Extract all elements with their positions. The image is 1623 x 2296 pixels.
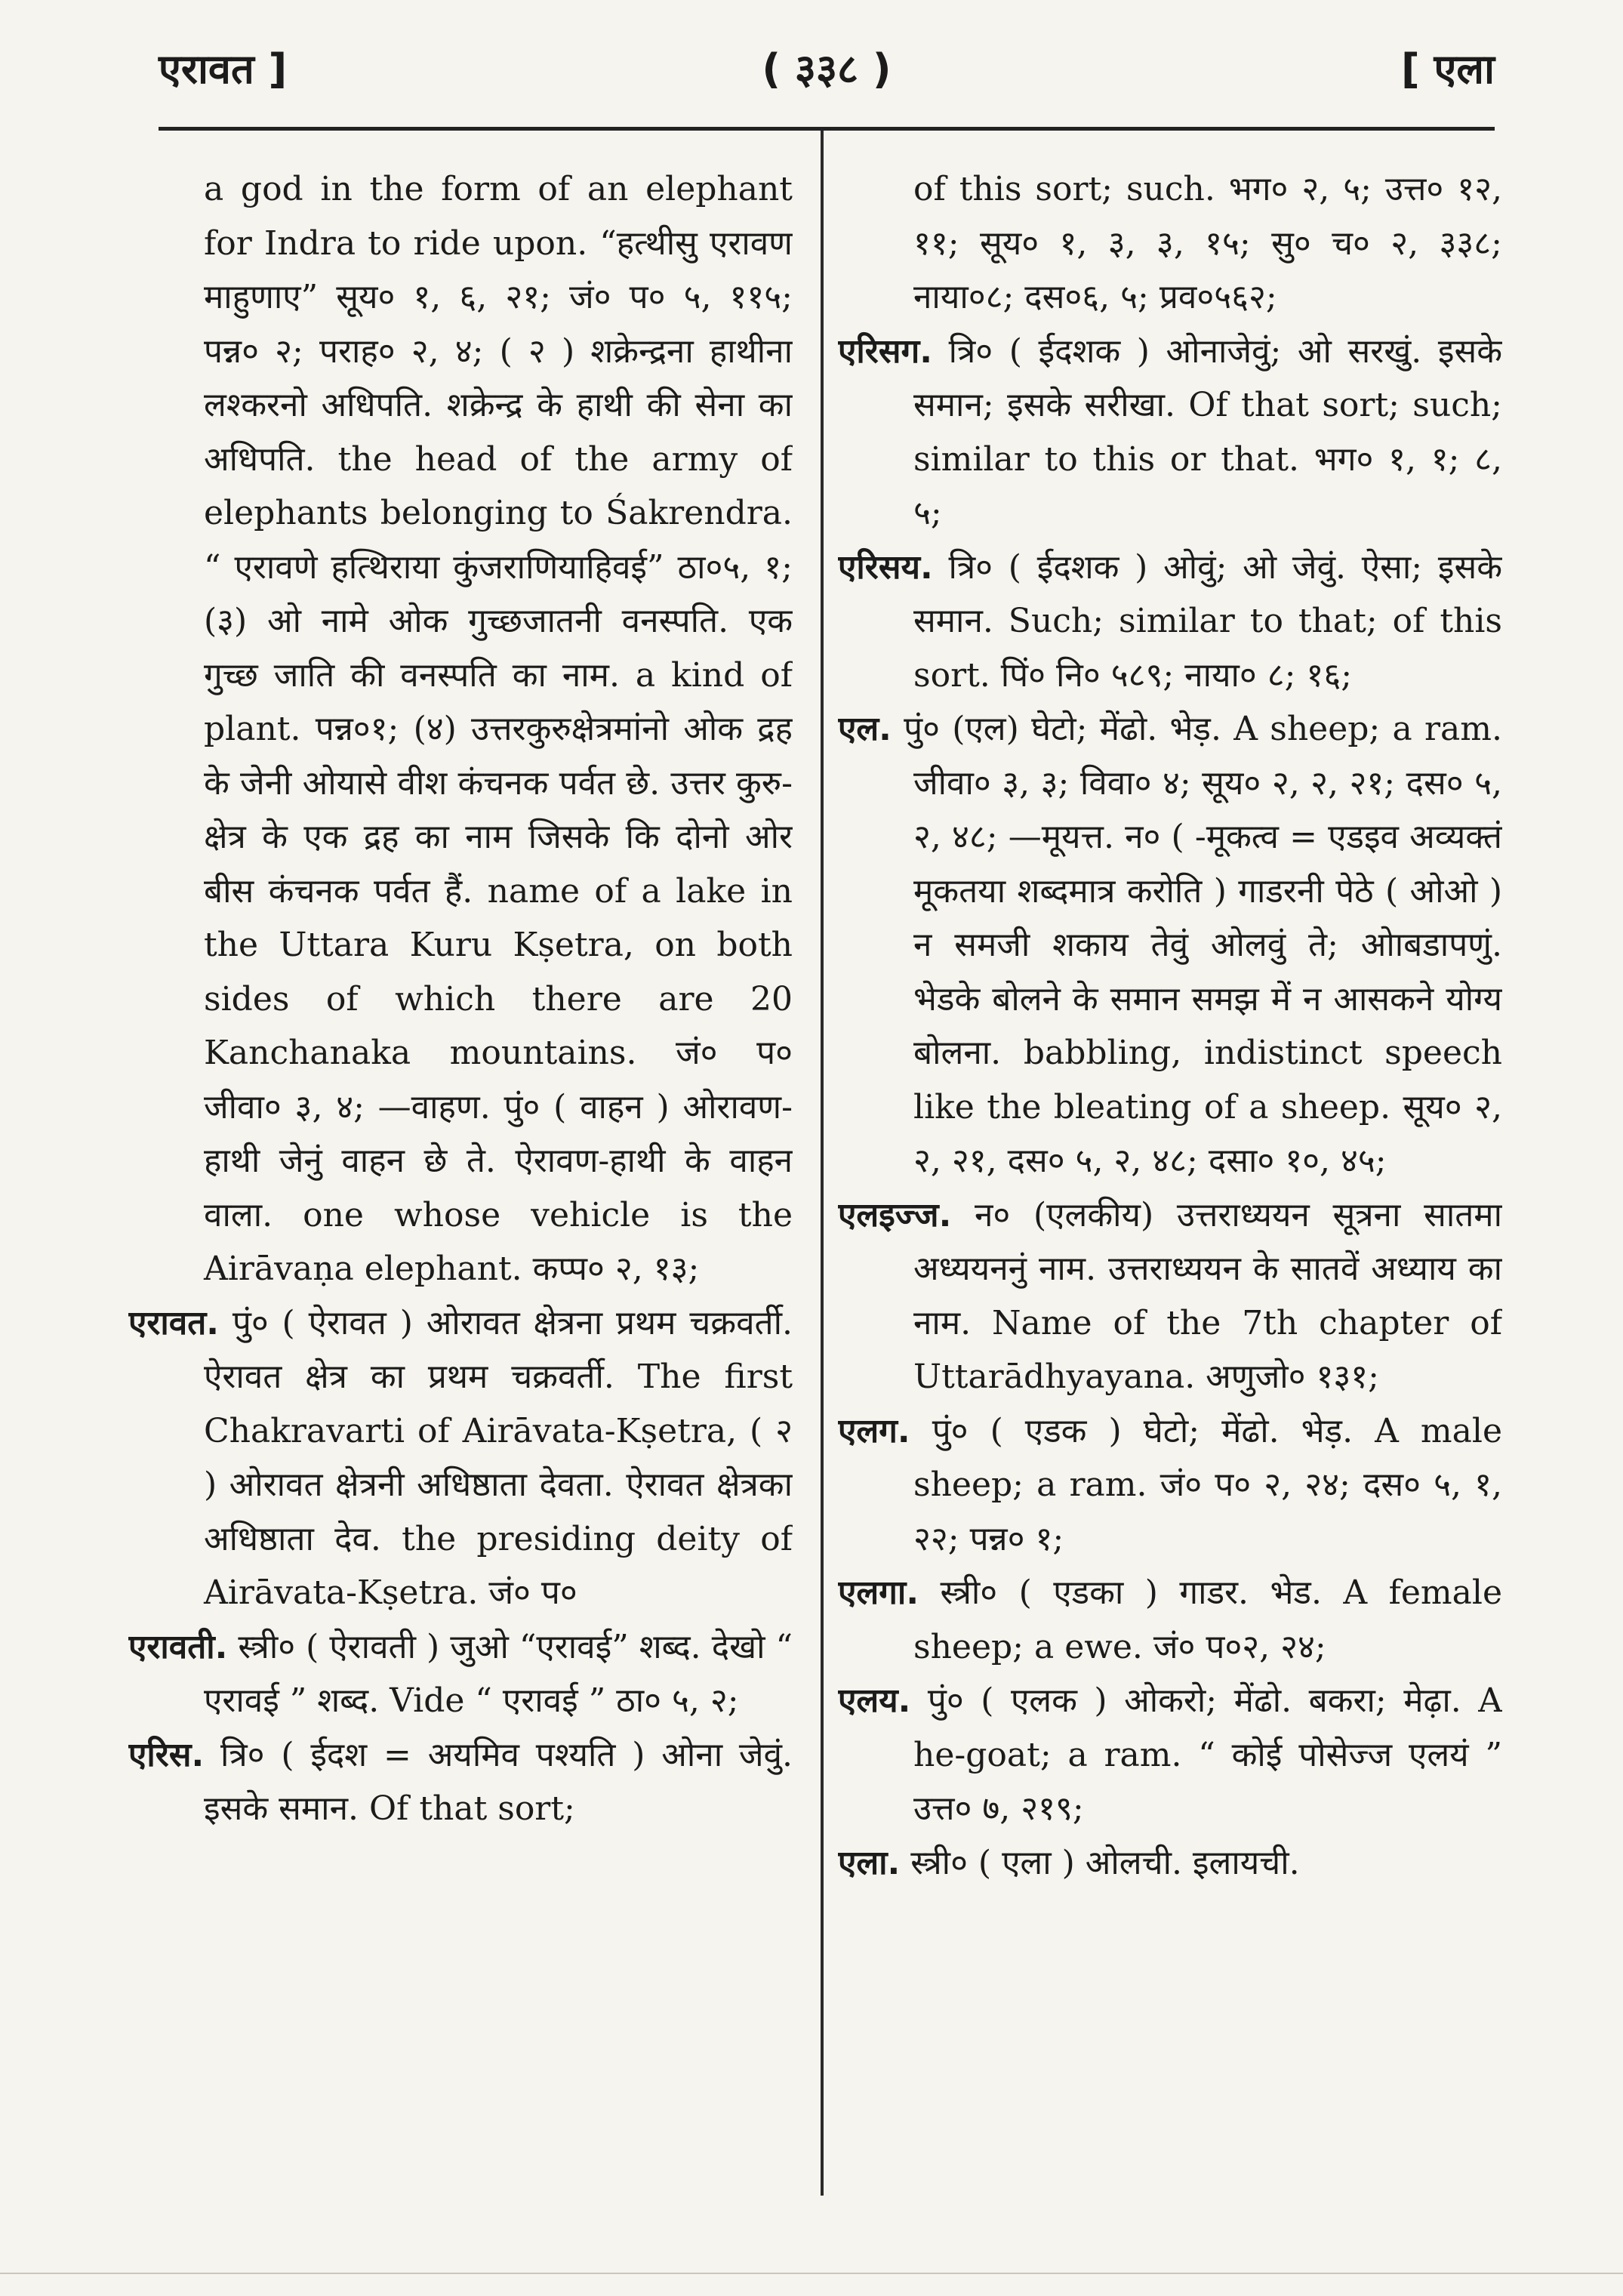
- dictionary-entry: [838, 1674, 1502, 1836]
- entry-text: त्रि० ( ईदशक ) ओवुं; ओ जेवुं. ऐसा; इसके समान. Such; similar to that; of this sort. पिं० नि० ५८९; नाया० ८; १६;: [913, 547, 1502, 695]
- dictionary-entry: [838, 541, 1502, 703]
- headword: एलगा.: [838, 1573, 919, 1612]
- dictionary-entry: [838, 1836, 1502, 1891]
- headword: एलय.: [838, 1681, 911, 1720]
- dictionary-entry: [838, 702, 1502, 1188]
- headword: एलइज्ज.: [838, 1195, 952, 1234]
- entry-text: of this sort; such. भग० २, ५; उत्त० १२, ११; सूय० १, ३, ३, १५; सु० च० २, ३३८; नाया०८; दस०६, ५; प्रव०५६२;: [913, 170, 1502, 316]
- headword: एरिस.: [128, 1735, 205, 1774]
- entry-text: त्रि० ( ईदशक ) ओनाजेवुं; ओ सरखुं. इसके समान; इसके सरीखा. Of that sort; such; similar to this or that. भग० १, १; ८, ५;: [913, 331, 1502, 532]
- right-column: [838, 162, 1502, 2201]
- left-column: [128, 162, 793, 2201]
- headword: एलग.: [838, 1411, 910, 1450]
- header-right-guideword: [ एला: [1401, 45, 1495, 93]
- entry-text: पुं० ( ऐरावत ) ओरावत क्षेत्रना प्रथम चक्रवर्ती. ऐरावत क्षेत्र का प्रथम चक्रवर्ती. The first Chakravarti of Airāvata-Kṣetra, ( २ ) ओरावत क्षेत्रनी अधिष्ठाता देवता. ऐरावत क्षेत्रका अधिष्ठाता देव. the presiding deity of Airāvata-Kṣetra. जं० प०: [204, 1303, 793, 1612]
- entry-text: a god in the form of an elephant for Indra to ride upon. “हत्थीसु एरावण माहुणाए” सूय० १, ६, २१; जं० प० ५, ११५; पन्न० २; पराह० २, ४; ( २ ) शक्रेन्द्रना हाथीना लश्करनो अधिपति. शक्रेन्द्र के हाथी की सेना का अधिपति. the head of the army of elephants belonging to Śakrendra. “ एरावणे हत्थिराया कुंजराणियाहिवई” ठा०५, १; (३) ओ नामे ओक गुच्छजातनी वनस्पति. एक गुच्छ जाति की वनस्पति का नाम. a kind of plant. पन्न०१; (४) उत्तरकुरुक्षेत्रमांनो ओक द्रह के जेनी ओयासे वीश कंचनक पर्वत छे. उत्तर कुरु-क्षेत्र के एक द्रह का नाम जिसके कि दोनो ओर बीस कंचनक पर्वत हैं. name of a lake in the Uttara Kuru Kṣetra, on both sides of which there are 20 Kanchanaka mountains. जं० प० जीवा० ३, ४; —वाहण. पुं० ( वाहन ) ओरावण-हाथी जेनुं वाहन छे ते. ऐरावण-हाथी के वाहन वाला. one whose vehicle is the Airāvaṇa elephant. कप्प० २, १३;: [204, 170, 793, 1288]
- dictionary-entry: [838, 1188, 1502, 1404]
- dictionary-entry: [128, 1620, 793, 1728]
- entry-text: स्त्री० ( ऐरावती ) जुओ “एरावई” शब्द. देखो “ एरावई ” शब्द. Vide “ एरावई ” ठा० ५, २;: [204, 1627, 793, 1720]
- header-left-guideword: एरावत ]: [159, 45, 288, 93]
- entry-continuation: [838, 162, 1502, 325]
- dictionary-entry: [838, 1404, 1502, 1567]
- page-number: ( ३३८ ): [762, 45, 892, 93]
- bottom-edge-line: [0, 2273, 1623, 2274]
- entry-text: पुं० ( एडक ) घेटो; मेंढो. भेड़. A male sheep; a ram. जं० प० २, २४; दस० ५, १, २२; पन्न० १;: [910, 1411, 1502, 1558]
- dictionary-entry: [128, 1296, 793, 1620]
- entry-text: स्त्री० ( एडका ) गाडर. भेड. A female sheep; a ewe. जं० प०२, २४;: [913, 1573, 1502, 1666]
- column-divider: [821, 131, 824, 2196]
- dictionary-entry: [838, 1566, 1502, 1674]
- entry-text: त्रि० ( ईदश = अयमिव पश्यति ) ओना जेवुं. इसके समान. Of that sort;: [204, 1735, 793, 1828]
- dictionary-entry: [128, 1728, 793, 1836]
- headword: एरावती.: [128, 1627, 228, 1666]
- dictionary-entry: [838, 325, 1502, 541]
- entry-text: पुं० (एल) घेटो; मेंढो. भेड़. A sheep; a ram. जीवा० ३, ३; विवा० ४; सूय० २, २, २१; दस० ५, २, ४८; —मूयत्त. न० ( -मूकत्व = एडइव अव्यक्तं मूकतया शब्दमात्र करोति ) गाडरनी पेठे ( ओओ ) न समजी शकाय तेवुं ओलवुं ते; ओाबडापणुं. भेडके बोलने के समान समझ में न आसकने योग्य बोलना. babbling, indistinct speech like the bleating of a sheep. सूय० २, २, २१, दस० ५, २, ४८; दसा० १०, ४५;: [891, 710, 1502, 1180]
- entry-text: स्त्री० ( एला ) ओलची. इलायची.: [900, 1843, 1300, 1882]
- entry-text: पुं० ( एलक ) ओकरो; मेंढो. बकरा; मेढ़ा. A he-goat; a ram. “ कोई पोसेज्ज एलयं ” उत्त० ७, २१९;: [910, 1681, 1502, 1828]
- headword: एरावत.: [128, 1303, 219, 1342]
- entry-text: न० (एलकीय) उत्तराध्ययन सूत्रना सातमा अध्ययननुं नाम. उत्तराध्ययन के सातवें अध्याय का नाम. Name of the 7th chapter of Uttarādhyayana. अणुजो० १३१;: [913, 1195, 1502, 1396]
- header-rule: [159, 127, 1495, 131]
- headword: एरिसग.: [838, 331, 932, 371]
- entry-continuation: [128, 162, 793, 1296]
- headword: एला.: [838, 1843, 901, 1882]
- headword: एरिसय.: [838, 547, 933, 587]
- page-header: [159, 30, 1495, 121]
- headword: एल.: [838, 710, 892, 748]
